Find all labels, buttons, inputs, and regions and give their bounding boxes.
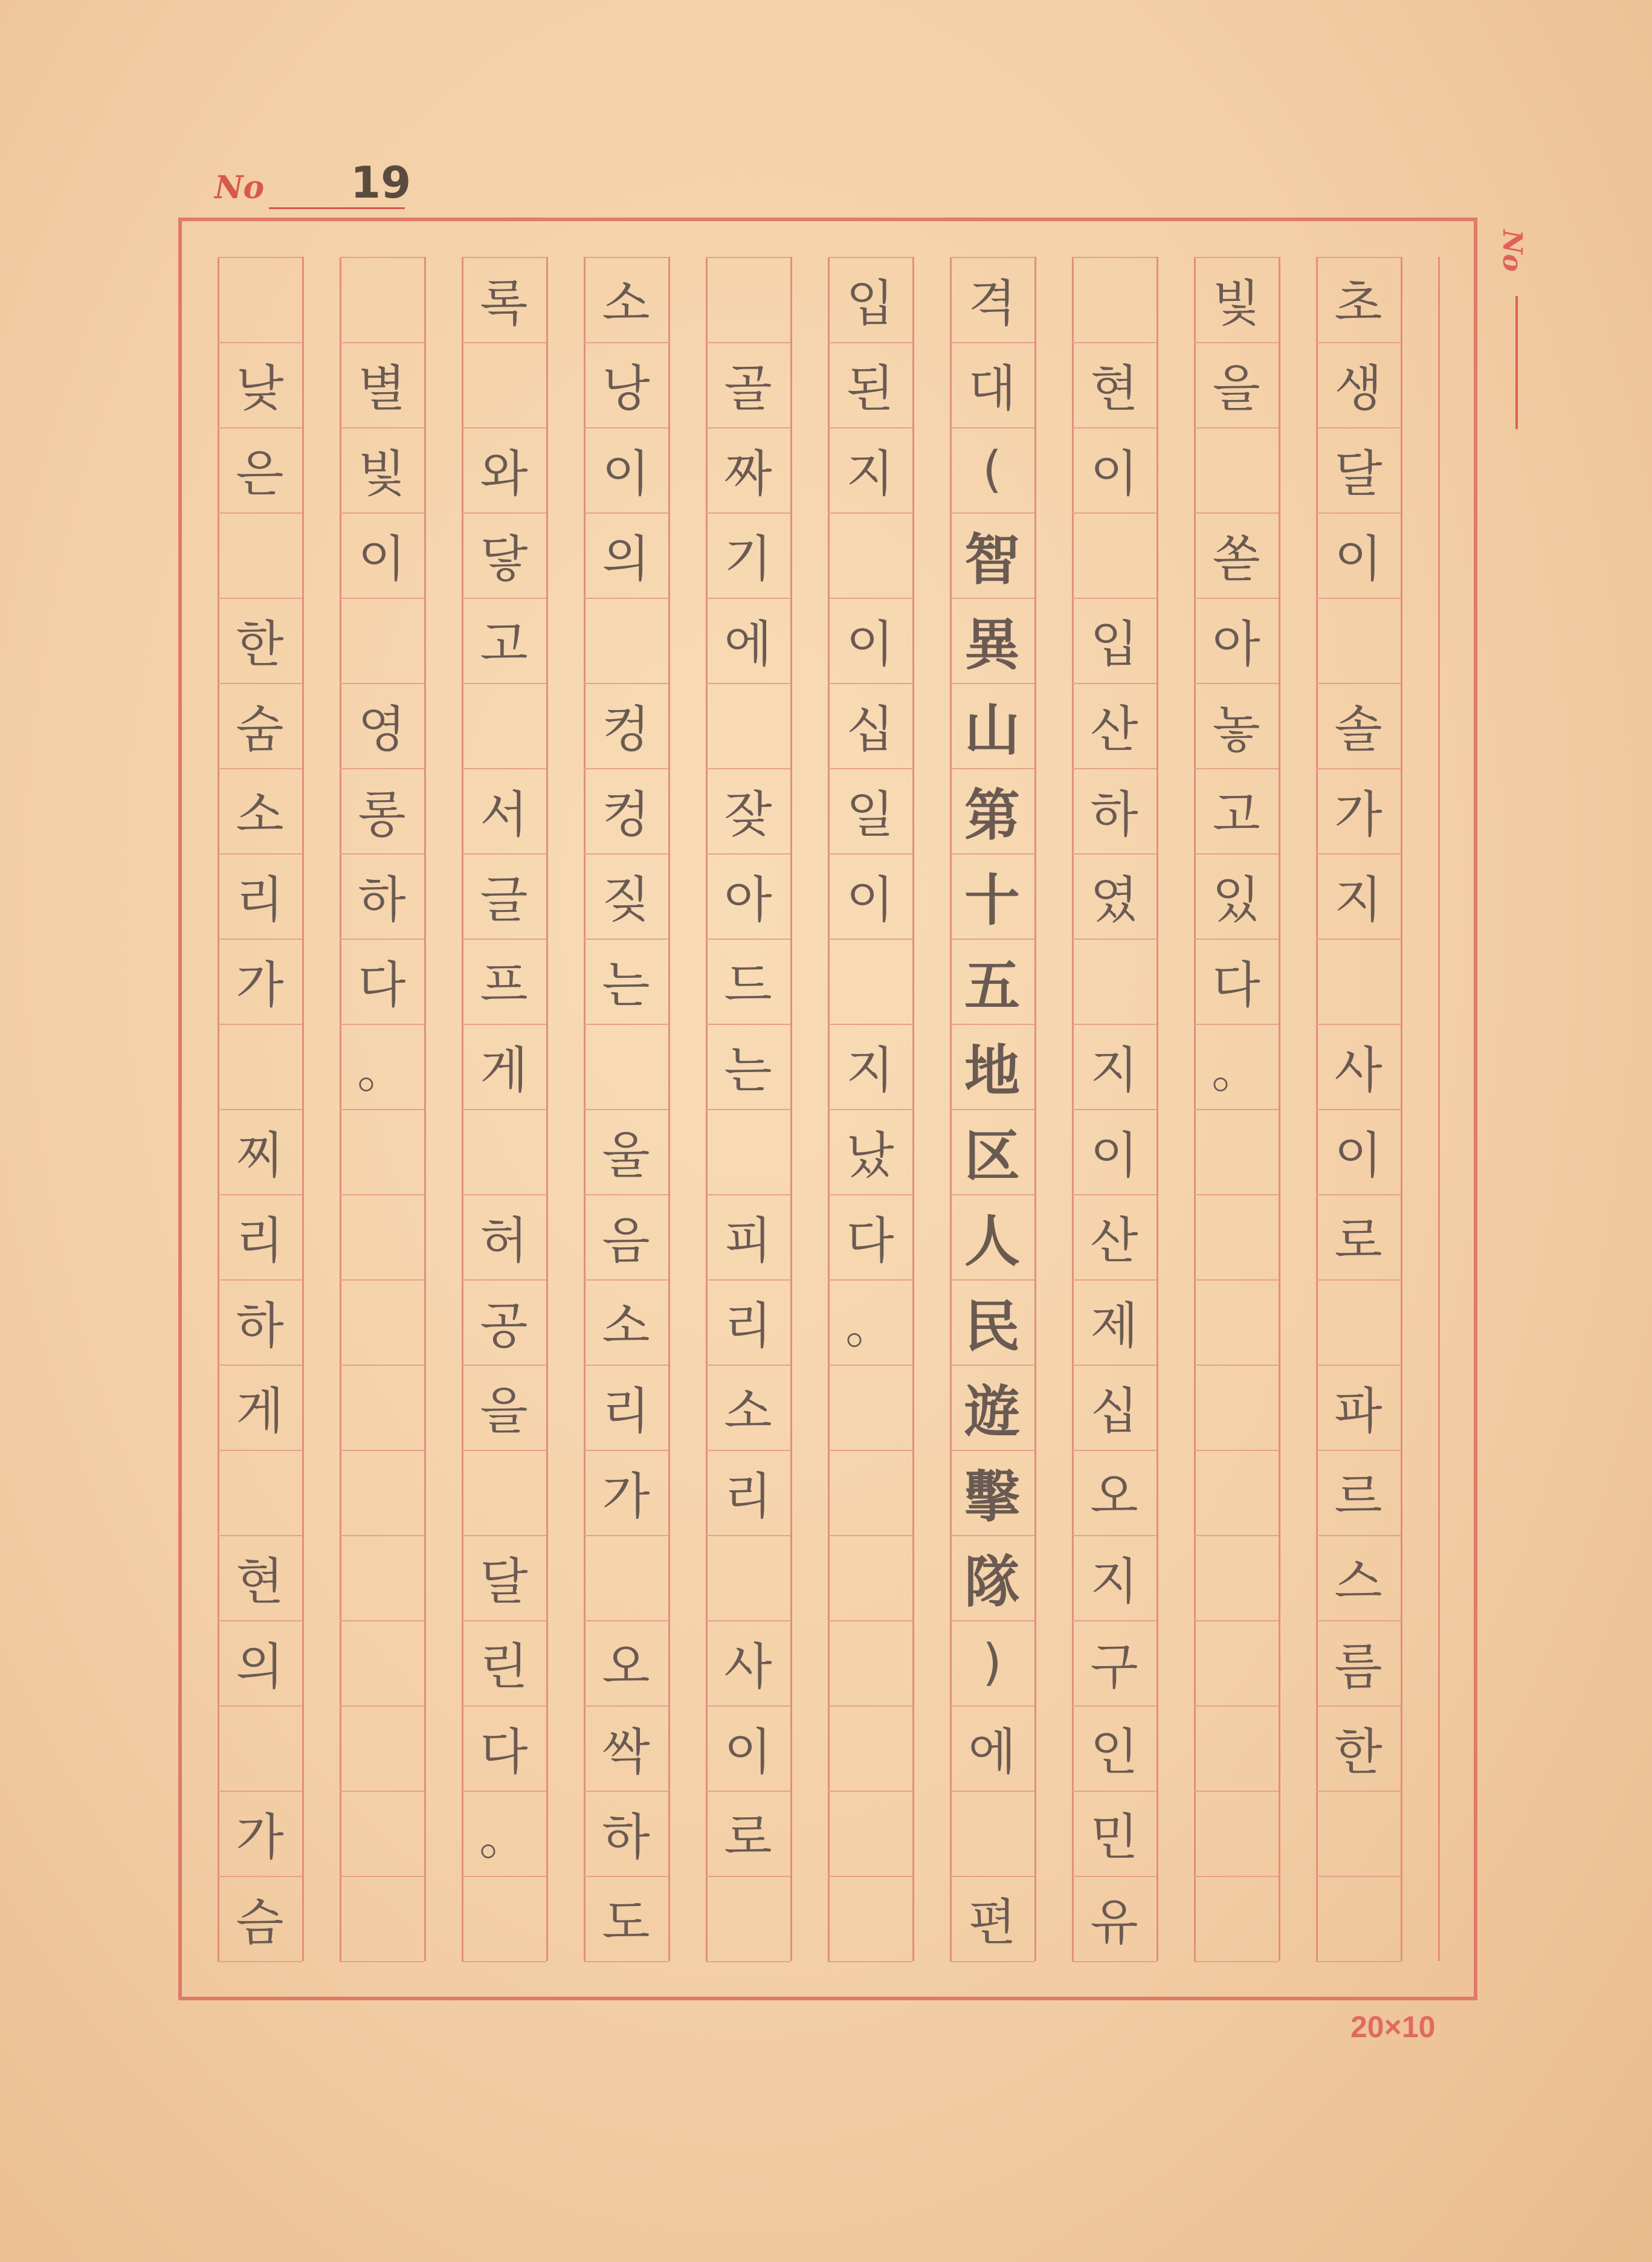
no-label: No — [215, 169, 265, 206]
grid-cell: 十 — [964, 867, 1020, 933]
grid-cell: 게 — [480, 1042, 528, 1099]
grid-cell: 소 — [602, 275, 650, 332]
grid-cell — [584, 1535, 668, 1620]
grid-cell: 울 — [602, 1127, 650, 1184]
grid-cell: 닿 — [480, 531, 528, 588]
grid-cell: 한 — [1334, 1724, 1383, 1781]
grid-cell: 지 — [846, 1042, 894, 1099]
grid-cell: 지 — [846, 445, 894, 503]
grid-row-line — [462, 1961, 546, 1962]
grid-cell: 게 — [236, 1383, 284, 1440]
grid-cell: 공 — [480, 1297, 528, 1355]
grid-cell: 사 — [1334, 1042, 1383, 1099]
grid-cell: 리 — [236, 871, 284, 929]
grid-cell — [828, 1365, 912, 1450]
grid-cell: 찌 — [236, 1127, 284, 1184]
grid-cell — [1194, 1194, 1279, 1279]
grid-cell: 록 — [480, 275, 528, 332]
grid-cell: 지 — [1090, 1553, 1138, 1611]
text-column — [828, 257, 912, 1961]
grid-cell: 드 — [724, 957, 772, 1014]
grid-cell: 에 — [724, 616, 772, 673]
grid-cell: 이 — [358, 531, 406, 588]
grid-cell: 구 — [1090, 1638, 1138, 1696]
grid-cell: 이 — [724, 1724, 772, 1781]
grid-cell: 르 — [1334, 1468, 1383, 1525]
grid-cell — [1194, 1791, 1279, 1876]
text-column — [706, 257, 790, 1961]
text-column — [462, 257, 546, 1961]
grid-cell — [1072, 257, 1157, 342]
grid-size-mark: 20×10 — [1350, 2010, 1436, 2044]
grid-cell — [340, 1791, 424, 1876]
grid-cell: 일 — [846, 786, 894, 844]
grid-cell — [828, 1876, 912, 1961]
grid-cell: 隊 — [964, 1549, 1020, 1615]
grid-cell: 글 — [480, 871, 528, 929]
grid-cell: 싹 — [602, 1724, 650, 1781]
grid-cell: 五 — [964, 952, 1020, 1018]
grid-cell — [828, 1535, 912, 1620]
grid-row-line — [1194, 1961, 1279, 1962]
grid-cell: 가 — [1334, 786, 1383, 844]
grid-cell: 숨 — [236, 701, 284, 758]
grid-row-line — [584, 1961, 668, 1962]
grid-cell — [706, 257, 790, 342]
grid-cell: 로 — [724, 1809, 772, 1866]
grid-cell: 초 — [1334, 275, 1383, 332]
grid-cell — [340, 1705, 424, 1791]
grid-cell — [706, 1876, 790, 1961]
grid-cell — [828, 1450, 912, 1535]
grid-cell: 가 — [236, 1809, 284, 1866]
grid-cell — [1194, 427, 1279, 512]
grid-cell: 짖 — [602, 871, 650, 929]
grid-cell: 하 — [602, 1809, 650, 1866]
grid-cell: 소 — [724, 1383, 772, 1440]
grid-cell — [706, 1535, 790, 1620]
grid-cell: 遊 — [964, 1378, 1020, 1444]
grid-cell: 이 — [846, 871, 894, 929]
grid-column-line — [668, 257, 670, 1961]
side-no-label: No — [1497, 230, 1528, 272]
grid-cell — [828, 1620, 912, 1705]
grid-cell: 리 — [236, 1212, 284, 1270]
grid-cell: 입 — [846, 275, 894, 332]
grid-cell — [1072, 939, 1157, 1024]
grid-cell: 을 — [1212, 360, 1260, 418]
grid-cell — [340, 1876, 424, 1961]
grid-cell — [1316, 598, 1401, 683]
grid-cell — [1194, 1109, 1279, 1194]
grid-cell — [462, 342, 546, 427]
grid-row-line — [706, 1961, 790, 1962]
grid-cell: 智 — [964, 526, 1020, 592]
grid-cell: 사 — [724, 1638, 772, 1696]
grid-cell: 가 — [602, 1468, 650, 1525]
grid-cell: 기 — [724, 531, 772, 588]
page-number-label — [215, 157, 432, 215]
grid-cell — [1072, 512, 1157, 598]
grid-cell — [340, 257, 424, 342]
grid-cell: 異 — [964, 612, 1020, 677]
grid-cell — [340, 1450, 424, 1535]
text-column — [584, 257, 668, 1961]
grid-cell — [828, 939, 912, 1024]
grid-cell: 에 — [968, 1724, 1016, 1781]
grid-cell: 스 — [1334, 1553, 1383, 1611]
grid-cell: 쏟 — [1212, 531, 1260, 588]
grid-cell: ) — [982, 1634, 1002, 1692]
grid-cell: 났 — [846, 1127, 894, 1184]
grid-cell: 이 — [846, 616, 894, 673]
grid-cell: 소 — [602, 1297, 650, 1355]
grid-cell: 区 — [964, 1123, 1020, 1189]
grid-cell — [1316, 939, 1401, 1024]
grid-cell: 지 — [1334, 871, 1383, 929]
grid-cell: 롱 — [358, 786, 406, 844]
text-column — [950, 257, 1034, 1961]
grid-cell — [340, 1109, 424, 1194]
grid-cell — [340, 1279, 424, 1365]
text-column — [1316, 257, 1401, 1961]
grid-cell: 다 — [358, 957, 406, 1014]
grid-cell — [1194, 1705, 1279, 1791]
grid-cell: 와 — [480, 445, 528, 503]
grid-cell: 십 — [1090, 1383, 1138, 1440]
grid-cell: 였 — [1090, 871, 1138, 929]
grid-column-line — [1438, 257, 1440, 1961]
grid-cell: 파 — [1334, 1383, 1383, 1440]
grid-cell — [340, 1194, 424, 1279]
grid-cell: 있 — [1212, 871, 1260, 929]
grid-cell: 영 — [358, 701, 406, 758]
grid-cell: 낭 — [602, 360, 650, 418]
grid-cell: 하 — [358, 871, 406, 929]
grid-cell: 아 — [1212, 616, 1260, 673]
grid-cell: 。 — [479, 1809, 529, 1866]
grid-cell — [706, 683, 790, 768]
grid-cell: 다 — [480, 1724, 528, 1781]
grid-cell: 대 — [968, 360, 1016, 418]
grid-cell: 컹 — [602, 786, 650, 844]
grid-cell — [950, 1791, 1034, 1876]
grid-cell: 인 — [1090, 1724, 1138, 1781]
grid-cell: 지 — [1090, 1042, 1138, 1099]
grid-cell — [218, 512, 302, 598]
text-column — [340, 257, 424, 1961]
manuscript-grid — [218, 257, 1438, 1961]
grid-cell: 하 — [236, 1297, 284, 1355]
text-column — [1072, 257, 1157, 1961]
grid-cell: 잦 — [724, 786, 772, 844]
grid-cell — [218, 1024, 302, 1109]
grid-cell: 다 — [1212, 957, 1260, 1014]
grid-cell — [828, 512, 912, 598]
grid-cell: ( — [982, 441, 1002, 499]
grid-cell — [340, 1535, 424, 1620]
grid-cell: 도 — [602, 1894, 650, 1951]
grid-cell: 생 — [1334, 360, 1383, 418]
grid-cell — [1194, 1620, 1279, 1705]
grid-cell: 산 — [1090, 701, 1138, 758]
grid-cell: 고 — [1212, 786, 1260, 844]
side-no-mark — [1497, 230, 1540, 429]
grid-cell: 山 — [964, 697, 1020, 763]
grid-cell: 오 — [602, 1638, 650, 1696]
grid-cell — [462, 683, 546, 768]
grid-column-line — [1157, 257, 1158, 1961]
grid-cell — [706, 1109, 790, 1194]
grid-cell: 유 — [1090, 1894, 1138, 1951]
grid-cell: 짜 — [724, 445, 772, 503]
grid-cell — [218, 1450, 302, 1535]
grid-row-line — [218, 1961, 302, 1962]
grid-cell: 슴 — [236, 1894, 284, 1951]
grid-cell: 이 — [1090, 1127, 1138, 1184]
grid-row-line — [1072, 1961, 1157, 1962]
grid-cell: 이 — [1334, 531, 1383, 588]
grid-cell: 편 — [968, 1894, 1016, 1951]
grid-column-line — [912, 257, 914, 1961]
grid-cell: 。 — [845, 1297, 895, 1355]
grid-cell — [462, 1876, 546, 1961]
grid-column-line — [1279, 257, 1280, 1961]
grid-cell: 。 — [1211, 1042, 1261, 1099]
grid-cell: 는 — [724, 1042, 772, 1099]
grid-cell: 한 — [236, 616, 284, 673]
grid-row-line — [1316, 1961, 1401, 1962]
grid-cell: 소 — [236, 786, 284, 844]
grid-cell: 은 — [236, 445, 284, 503]
grid-cell: 리 — [724, 1297, 772, 1355]
grid-row-line — [340, 1961, 424, 1962]
grid-cell: 아 — [724, 871, 772, 929]
grid-cell — [1194, 1450, 1279, 1535]
grid-cell: 이 — [1334, 1127, 1383, 1184]
grid-cell: 음 — [602, 1212, 650, 1270]
grid-cell: 擊 — [964, 1464, 1020, 1530]
side-no-line — [1515, 296, 1518, 429]
grid-cell — [218, 1705, 302, 1791]
grid-cell: 허 — [480, 1212, 528, 1270]
grid-cell: 이 — [1090, 445, 1138, 503]
grid-cell: 컹 — [602, 701, 650, 758]
grid-cell: 人 — [964, 1208, 1020, 1274]
grid-row-line — [950, 1961, 1034, 1962]
grid-cell: 십 — [846, 701, 894, 758]
grid-column-line — [790, 257, 792, 1961]
grid-cell: 산 — [1090, 1212, 1138, 1270]
grid-cell — [340, 1620, 424, 1705]
grid-cell: 民 — [964, 1293, 1020, 1359]
grid-cell: 골 — [724, 360, 772, 418]
text-column — [218, 257, 302, 1961]
grid-cell: 달 — [1334, 445, 1383, 503]
grid-column-line — [424, 257, 426, 1961]
grid-cell — [462, 1450, 546, 1535]
grid-cell: 가 — [236, 957, 284, 1014]
grid-cell: 의 — [236, 1638, 284, 1696]
grid-cell — [462, 1109, 546, 1194]
grid-cell: 의 — [602, 531, 650, 588]
grid-cell: 피 — [724, 1212, 772, 1270]
grid-cell: 놓 — [1212, 701, 1260, 758]
grid-cell: 하 — [1090, 786, 1138, 844]
grid-cell: 별 — [358, 360, 406, 418]
grid-cell: 제 — [1090, 1297, 1138, 1355]
grid-cell — [1194, 1876, 1279, 1961]
grid-column-line — [1034, 257, 1036, 1961]
grid-cell — [218, 257, 302, 342]
grid-cell: 地 — [964, 1038, 1020, 1104]
grid-cell: 현 — [236, 1553, 284, 1611]
grid-cell: 낮 — [236, 360, 284, 418]
grid-cell: 다 — [846, 1212, 894, 1270]
grid-cell: 솔 — [1334, 701, 1383, 758]
grid-cell — [1316, 1279, 1401, 1365]
grid-cell — [1194, 1279, 1279, 1365]
grid-cell — [584, 598, 668, 683]
grid-cell — [584, 1024, 668, 1109]
grid-cell — [1194, 1365, 1279, 1450]
grid-cell: 름 — [1334, 1638, 1383, 1696]
grid-cell: 격 — [968, 275, 1016, 332]
grid-cell: 민 — [1090, 1809, 1138, 1866]
grid-column-line — [546, 257, 548, 1961]
grid-cell: 오 — [1090, 1468, 1138, 1525]
grid-cell: 을 — [480, 1383, 528, 1440]
grid-column-line — [1401, 257, 1402, 1961]
grid-cell: 리 — [724, 1468, 772, 1525]
grid-cell — [340, 1365, 424, 1450]
grid-cell — [1194, 1535, 1279, 1620]
grid-cell: 달 — [480, 1553, 528, 1611]
grid-cell: 현 — [1090, 360, 1138, 418]
grid-cell: 프 — [480, 957, 528, 1014]
grid-cell: 빛 — [1212, 275, 1260, 332]
grid-cell: 리 — [602, 1383, 650, 1440]
grid-column-line — [302, 257, 304, 1961]
grid-cell: 고 — [480, 616, 528, 673]
grid-cell: 린 — [480, 1638, 528, 1696]
grid-cell: 이 — [602, 445, 650, 503]
grid-cell — [828, 1791, 912, 1876]
text-column — [1194, 257, 1279, 1961]
grid-cell: 된 — [846, 360, 894, 418]
grid-cell — [340, 598, 424, 683]
grid-row-line — [828, 1961, 912, 1962]
page-number: 19 — [350, 157, 411, 208]
grid-cell: 。 — [357, 1042, 407, 1099]
grid-cell — [828, 1705, 912, 1791]
grid-cell: 는 — [602, 957, 650, 1014]
grid-cell: 입 — [1090, 616, 1138, 673]
grid-cell: 서 — [480, 786, 528, 844]
grid-cell: 로 — [1334, 1212, 1383, 1270]
grid-cell: 빛 — [358, 445, 406, 503]
grid-cell: 第 — [964, 782, 1020, 848]
